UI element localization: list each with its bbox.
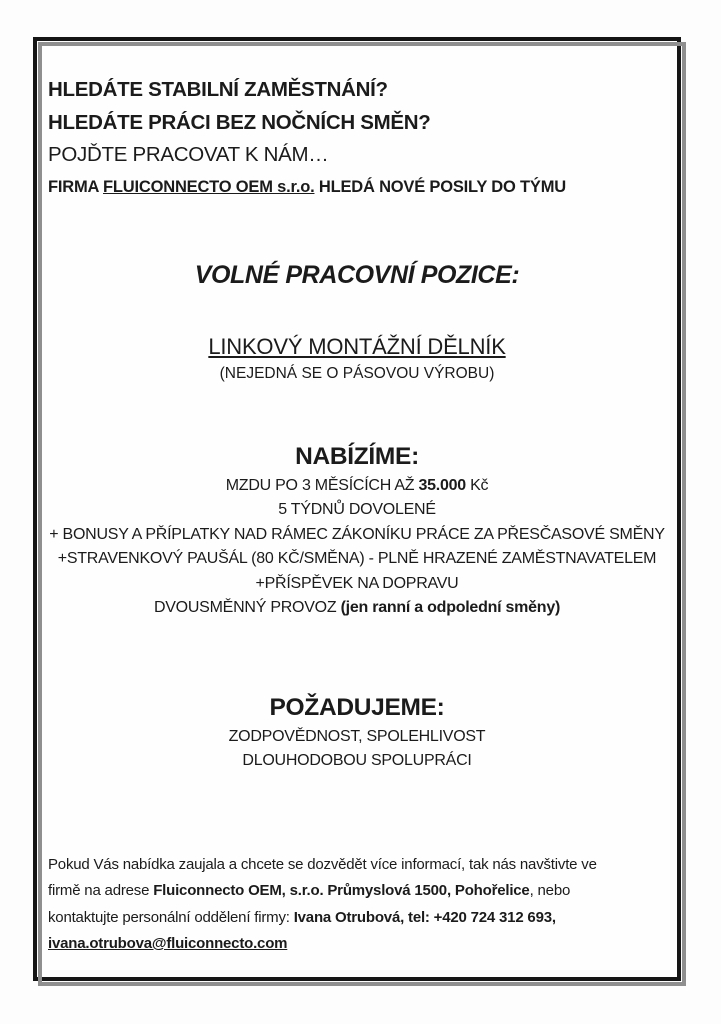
header-line-4-suffix: HLEDÁ NOVÉ POSILY DO TÝMU: [314, 177, 566, 196]
header-line-4-prefix: FIRMA: [48, 177, 104, 196]
offer-salary-post: Kč: [465, 476, 489, 494]
offer-shift-line: [48, 596, 666, 621]
requirements-heading: POŽADUJEME:: [269, 693, 445, 721]
contact-line-2-pre: firmě na adrese: [48, 882, 154, 899]
contact-email-line: [48, 931, 666, 958]
job-note: (NEJEDNÁ SE O PÁSOVOU VÝROBU): [219, 364, 495, 382]
contact-line-2-post: , nebo: [529, 882, 571, 899]
header-line-4: [48, 172, 666, 203]
poster-frame: [33, 37, 681, 981]
contact-line-3-pre: kontaktujte personální oddělení firmy:: [48, 908, 294, 926]
positions-heading: VOLNÉ PRACOVNÍ POZICE:: [194, 260, 520, 289]
contact-line-2: [48, 878, 666, 905]
offer-item: + BONUSY A PŘÍPLATKY NAD RÁMEC ZÁKONÍKU PRÁCE ZA PŘESČASOVÉ SMĚNY: [49, 525, 665, 543]
offer-item: +STRAVENKOVÝ PAUŠÁL (80 KČ/SMĚNA) - PLNĚ HRAZENÉ ZAMĚSTNAVATELEM: [57, 550, 657, 567]
job-title: LINKOVÝ MONTÁŽNÍ DĚLNÍK: [208, 333, 506, 359]
offer-shift-bold: (jen ranní a odpolední směny): [340, 599, 561, 616]
requirement-item: ZODPOVĚDNOST, SPOLEHLIVOST: [228, 727, 486, 745]
offer-heading: NABÍZÍME:: [295, 442, 419, 470]
offer-shift-pre: DVOUSMĚNNÝ PROVOZ: [153, 599, 341, 616]
offer-salary-line: [48, 474, 666, 499]
offer-item: 5 TÝDNŮ DOVOLENÉ: [278, 501, 436, 518]
poster-content: [37, 74, 677, 958]
header-block: [48, 74, 666, 203]
company-address: Fluiconnecto OEM, s.r.o. Průmyslová 1500, Pohořelice: [153, 882, 530, 899]
contact-block: [48, 852, 666, 958]
contact-email: ivana.otrubova@fluiconnecto.com: [48, 935, 288, 952]
offer-salary-amount: 35.000: [418, 476, 466, 494]
header-line-1: HLEDÁTE STABILNÍ ZAMĚSTNÁNÍ?: [48, 78, 388, 101]
header-line-3: POJĎTE PRACOVAT K NÁM…: [48, 143, 329, 166]
contact-line-1: Pokud Vás nabídka zaujala a chcete se dozvědět více informací, tak nás navštivte ve: [48, 855, 597, 873]
requirements-list: [48, 725, 666, 774]
offer-item: +PŘÍSPĚVEK NA DOPRAVU: [255, 574, 459, 592]
offer-salary-pre: MZDU PO 3 MĚSÍCÍCH AŽ: [225, 476, 419, 494]
company-name: FLUICONNECTO OEM s.r.o.: [103, 177, 315, 196]
contact-person-phone: Ivana Otrubová, tel: +420 724 312 693,: [293, 908, 556, 926]
contact-line-3: [48, 905, 666, 932]
offer-list: [48, 474, 666, 621]
requirement-item: DLOUHODOBOU SPOLUPRÁCI: [242, 752, 472, 769]
header-line-2: HLEDÁTE PRÁCI BEZ NOČNÍCH SMĚN?: [48, 110, 431, 134]
